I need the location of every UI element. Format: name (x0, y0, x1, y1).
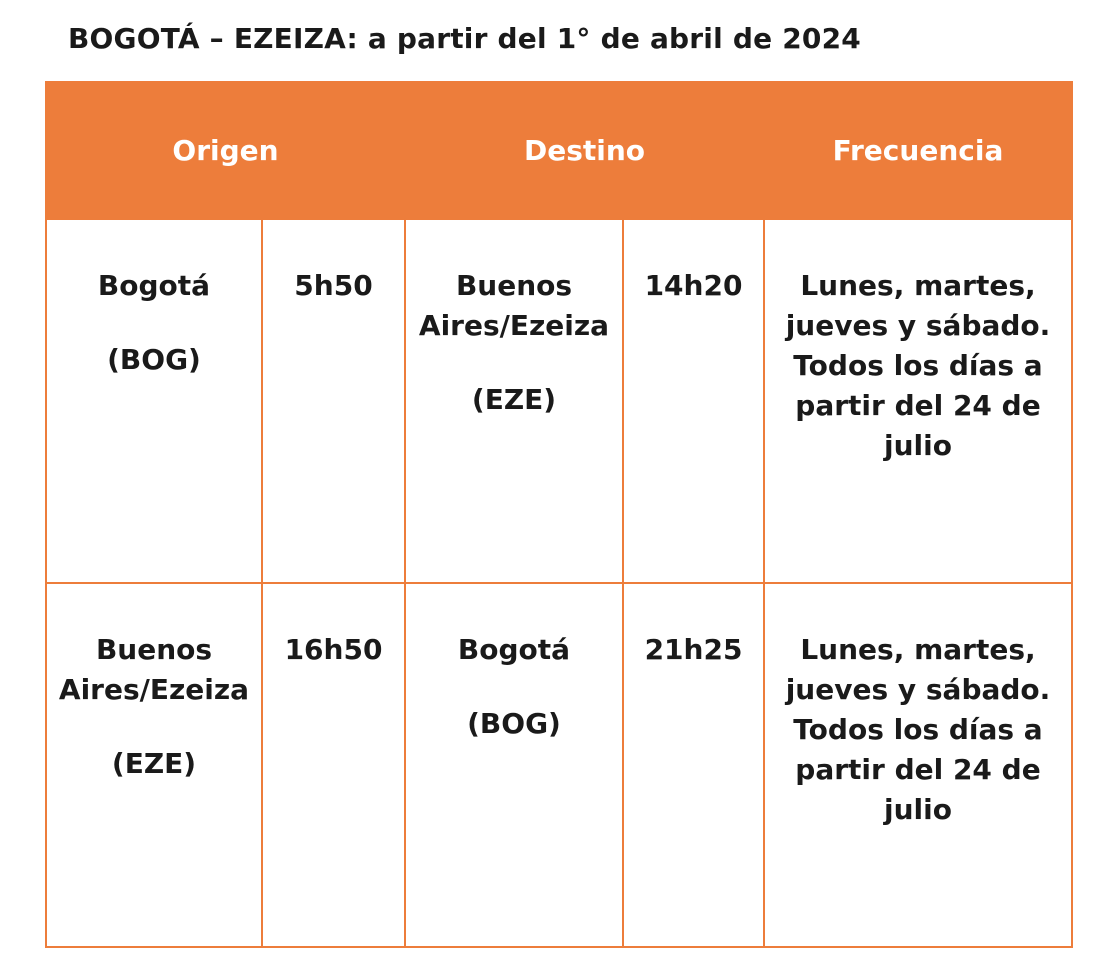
frequency-cell: Lunes, martes, jueves y sábado. Todos los días a partir del 24 de julio (764, 583, 1072, 947)
arrival-time: 21h25 (623, 583, 764, 947)
origin-city: Bogotá (97, 269, 211, 302)
destination-city: Buenos Aires/Ezeiza (418, 269, 610, 342)
destination-cell (405, 583, 623, 947)
arrival-time: 14h20 (623, 219, 764, 583)
header-origin: Origen (46, 82, 405, 219)
origin-city: Buenos Aires/Ezeiza (58, 633, 250, 706)
header-frequency: Frecuencia (764, 82, 1072, 219)
flight-schedule-table (45, 81, 1073, 948)
origin-code: (BOG) (107, 343, 201, 376)
table-row (46, 219, 1072, 583)
header-row (46, 82, 1072, 219)
table-row (46, 583, 1072, 947)
page-title: BOGOTÁ – EZEIZA: a partir del 1° de abril de 2024 (68, 22, 861, 55)
destination-code: (EZE) (471, 383, 557, 416)
origin-cell (46, 219, 262, 583)
frequency-cell: Lunes, martes, jueves y sábado. Todos los días a partir del 24 de julio (764, 219, 1072, 583)
destination-cell (405, 219, 623, 583)
header-destination: Destino (405, 82, 764, 219)
origin-code: (EZE) (111, 747, 197, 780)
departure-time: 5h50 (262, 219, 405, 583)
destination-code: (BOG) (467, 707, 561, 740)
departure-time: 16h50 (262, 583, 405, 947)
destination-city: Bogotá (457, 633, 571, 666)
origin-cell (46, 583, 262, 947)
